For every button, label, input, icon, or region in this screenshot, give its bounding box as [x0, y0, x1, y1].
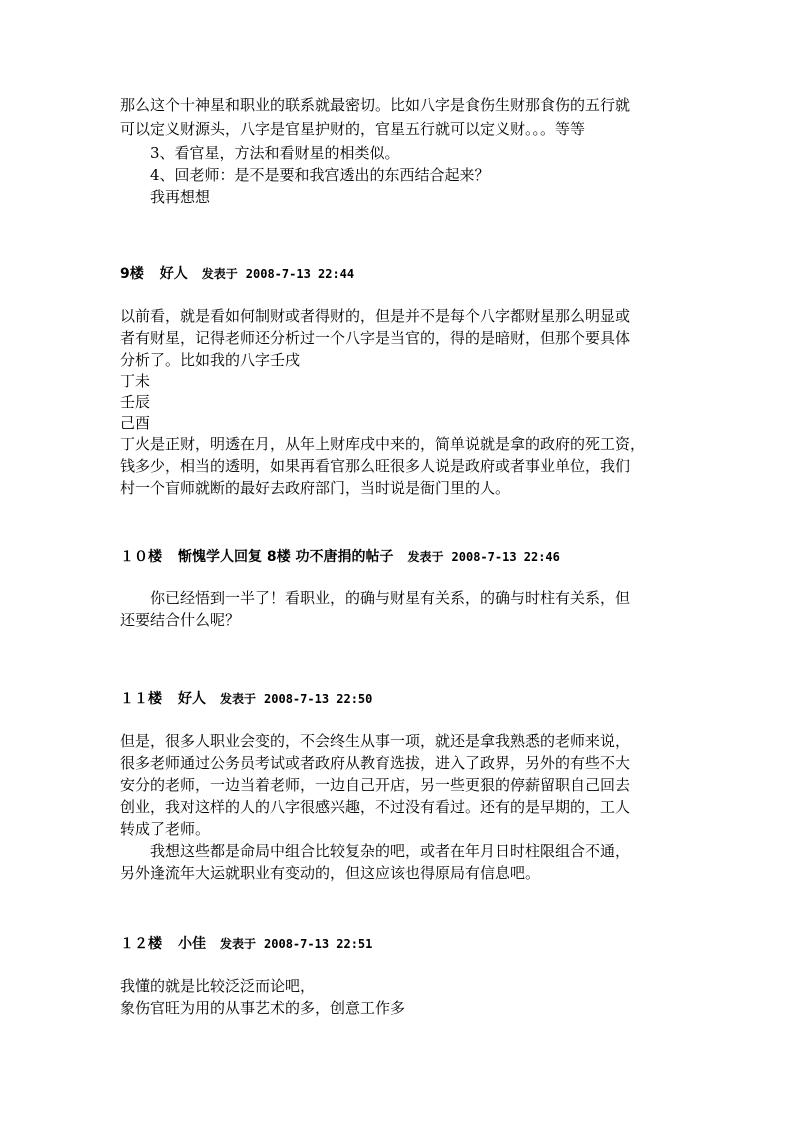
post-header	[120, 934, 680, 954]
text-line: 丁火是正财，明透在月，从年上财库戌中来的，简单说就是拿的政府的死工资，	[120, 435, 646, 453]
text-line: 钱多少，相当的透明，如果再看官那么旺很多人说是政府或者事业单位，我们	[120, 457, 631, 475]
text-line: 丁未	[120, 372, 151, 390]
post-timestamp: 2008-7-13 22:44	[245, 267, 355, 281]
floor-number: １０楼	[120, 549, 162, 565]
text-line: 另外逢流年大运就职业有变动的，但这应该也得原局有信息吧。	[120, 864, 541, 882]
text-line: 3、看官星，方法和看财星的相类似。	[150, 144, 400, 162]
post-header	[120, 547, 680, 567]
text-line: 分析了。比如我的八字壬戌	[120, 351, 301, 369]
post-timestamp: 2008-7-13 22:51	[264, 937, 373, 951]
post-timestamp: 2008-7-13 22:46	[451, 550, 560, 564]
author-name[interactable]: 好人	[159, 266, 188, 282]
posted-label: 发表于	[220, 937, 257, 951]
text-line: 可以定义财源头，八字是官星护财的，官星五行就可以定义财。。。等等	[120, 120, 586, 138]
text-line: 创业，我对这样的人的八字很感兴趣，不过没有看过。还有的是早期的，工人	[120, 798, 631, 816]
text-line: 我再想想	[150, 188, 211, 206]
floor-number: １２楼	[120, 936, 162, 952]
text-line: 象伤官旺为用的从事艺术的多，创意工作多	[120, 999, 406, 1017]
text-line: 很多老师通过公务员考试或者政府从教育选拔，进入了政界，另外的有些不大	[120, 754, 631, 772]
author-name[interactable]: 惭愧学人回复 8楼 功不唐捐的帖子	[178, 549, 394, 565]
text-line: 还要结合什么呢？	[120, 611, 241, 629]
text-line: 转成了老师。	[120, 820, 211, 838]
posted-label: 发表于	[220, 692, 257, 706]
text-line: 那么这个十神星和职业的联系就最密切。比如八字是食伤生财那食伤的五行就	[120, 96, 631, 114]
text-line: 村一个盲师就断的最好去政府部门，当时说是衙门里的人。	[120, 479, 511, 497]
text-line: 4、回老师：是不是要和我宫透出的东西结合起来？	[150, 166, 490, 184]
author-name[interactable]: 小佳	[178, 936, 206, 952]
text-line: 者有财星，记得老师还分析过一个八字是当官的，得的是暗财，但那个要具体	[120, 329, 631, 347]
text-line: 你已经悟到一半了！看职业，的确与财星有关系，的确与时柱有关系，但	[150, 589, 631, 607]
text-line: 我想这些都是命局中组合比较复杂的吧，或者在年月日时柱限组合不通，	[150, 842, 631, 860]
floor-number: 9楼	[120, 266, 144, 282]
text-line: 安分的老师，一边当着老师，一边自己开店，另一些更狠的停薪留职自己回去	[120, 776, 631, 794]
posted-label: 发表于	[201, 267, 238, 281]
text-line: 以前看，就是看如何制财或者得财的，但是并不是每个八字都财星那么明显或	[120, 307, 631, 325]
author-name[interactable]: 好人	[178, 691, 206, 707]
text-line: 但是，很多人职业会变的，不会终生从事一项，就还是拿我熟悉的老师来说，	[120, 732, 631, 750]
post-header	[120, 689, 680, 709]
post-timestamp: 2008-7-13 22:50	[264, 692, 373, 706]
text-line: 壬辰	[120, 393, 151, 411]
text-line: 我懂的就是比较泛泛而论吧，	[120, 977, 316, 995]
text-line: 己酉	[120, 414, 151, 432]
posted-label: 发表于	[407, 550, 444, 564]
post-header	[120, 264, 680, 284]
floor-number: １１楼	[120, 691, 162, 707]
